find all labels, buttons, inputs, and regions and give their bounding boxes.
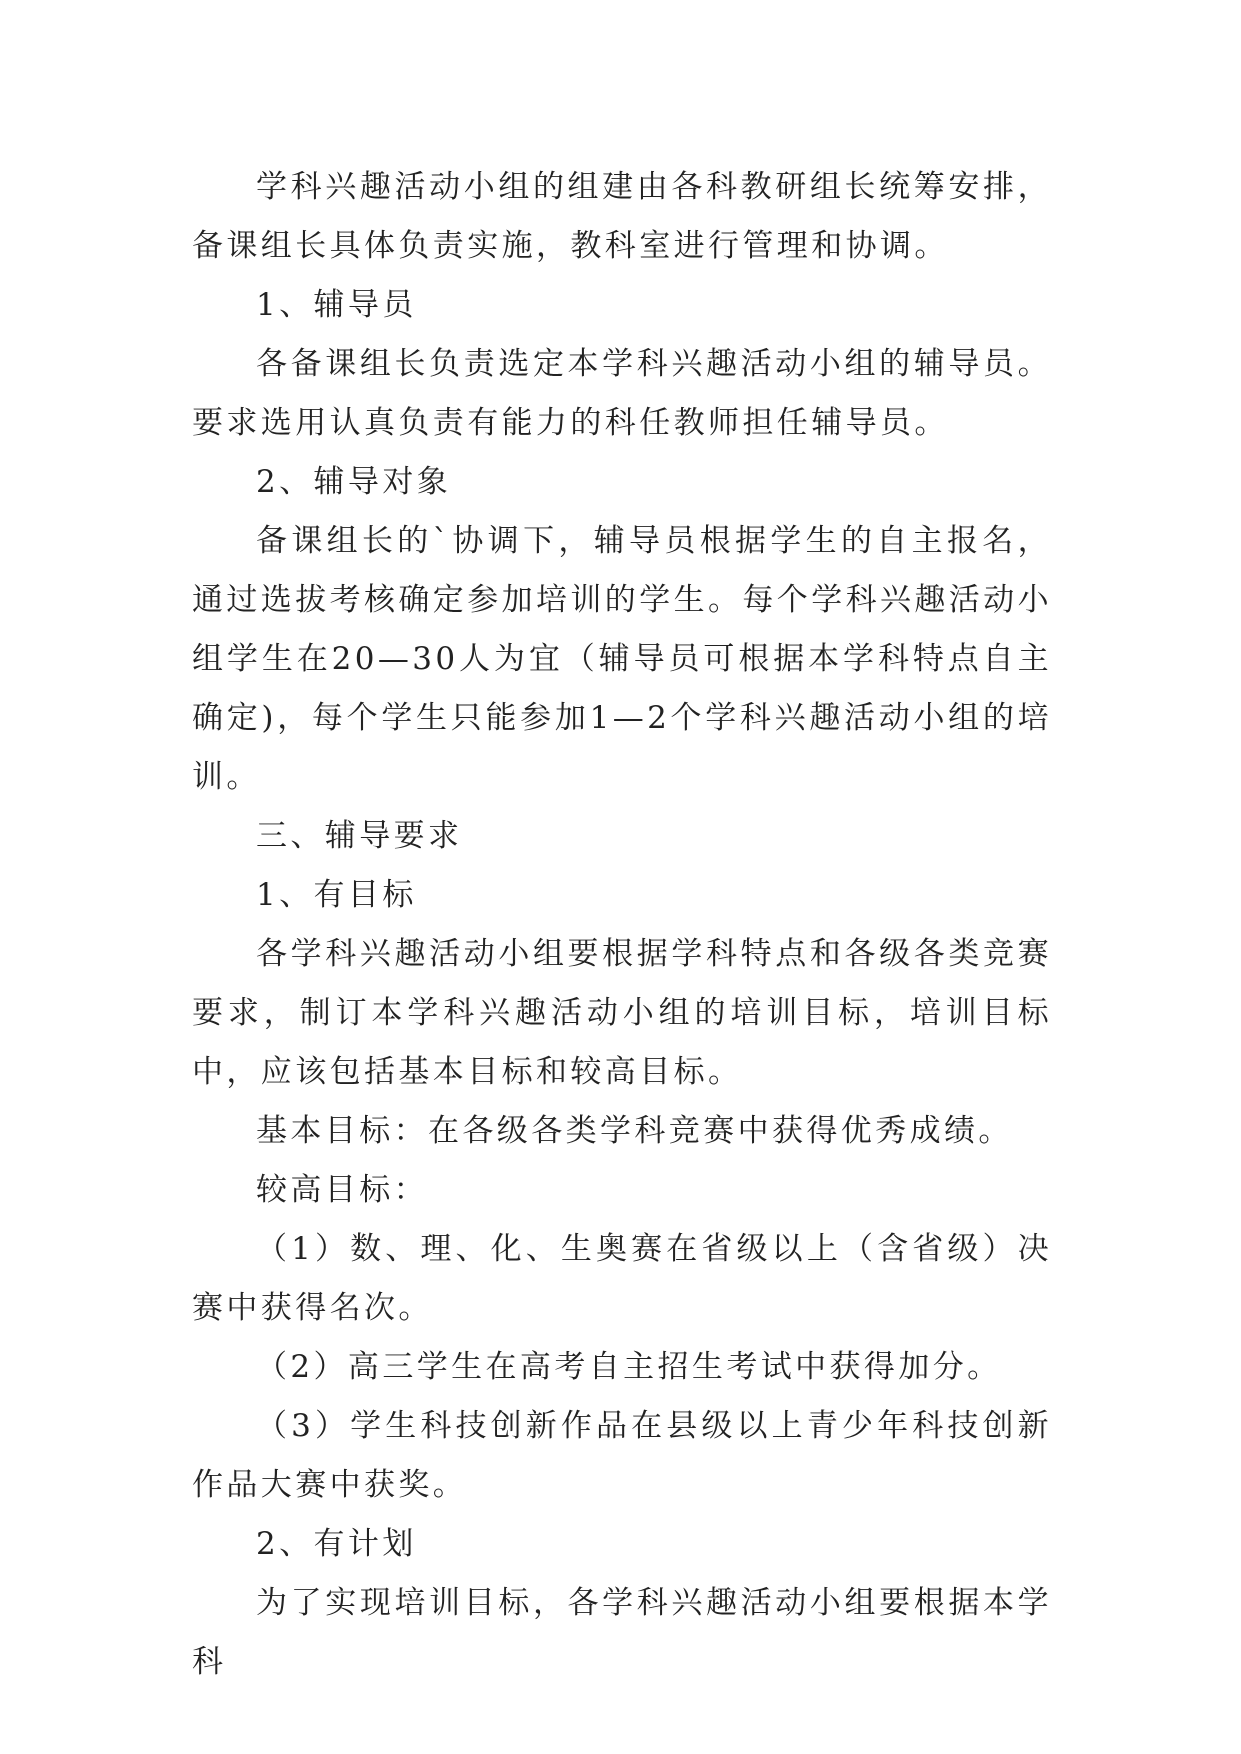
heading-target-students: 2、辅导对象 (256, 464, 452, 500)
paragraph-higher-goal-label: 较高目标： (256, 1172, 428, 1208)
heading-counselor: 1、辅导员 (256, 287, 417, 323)
heading-plan: 2、有计划 (256, 1526, 417, 1562)
section-heading-requirements: 三、辅导要求 (256, 818, 463, 854)
paragraph-target-students: 备课组长的`协调下，辅导员根据学生的自主报名，通过选拔考核确定参加培训的学生。每个学科兴趣活动小组学生在20—30人为宜（辅导员可根据本学科特点自主确定)，每个学生只能参加1—2个学科兴趣活动小组的培训。 (192, 523, 1052, 795)
list-item-goal-1: （1）数、理、化、生奥赛在省级以上（含省级）决赛中获得名次。 (192, 1231, 1052, 1326)
document-body (192, 158, 1052, 1692)
paragraph-plan: 为了实现培训目标，各学科兴趣活动小组要根据本学科 (192, 1585, 1052, 1680)
list-item-goal-2: （2）高三学生在高考自主招生考试中获得加分。 (256, 1349, 1002, 1385)
paragraph-basic-goal: 基本目标：在各级各类学科竞赛中获得优秀成绩。 (256, 1113, 1013, 1149)
paragraph-goals: 各学科兴趣活动小组要根据学科特点和各级各类竞赛要求，制订本学科兴趣活动小组的培训目标，培训目标中，应该包括基本目标和较高目标。 (192, 936, 1052, 1090)
list-item-goal-3: （3）学生科技创新作品在县级以上青少年科技创新作品大赛中获奖。 (192, 1408, 1052, 1503)
paragraph-intro: 学科兴趣活动小组的组建由各科教研组长统筹安排，备课组长具体负责实施，教科室进行管理和协调。 (192, 169, 1052, 264)
paragraph-counselor: 各备课组长负责选定本学科兴趣活动小组的辅导员。要求选用认真负责有能力的科任教师担任辅导员。 (192, 346, 1052, 441)
heading-goals: 1、有目标 (256, 877, 417, 913)
